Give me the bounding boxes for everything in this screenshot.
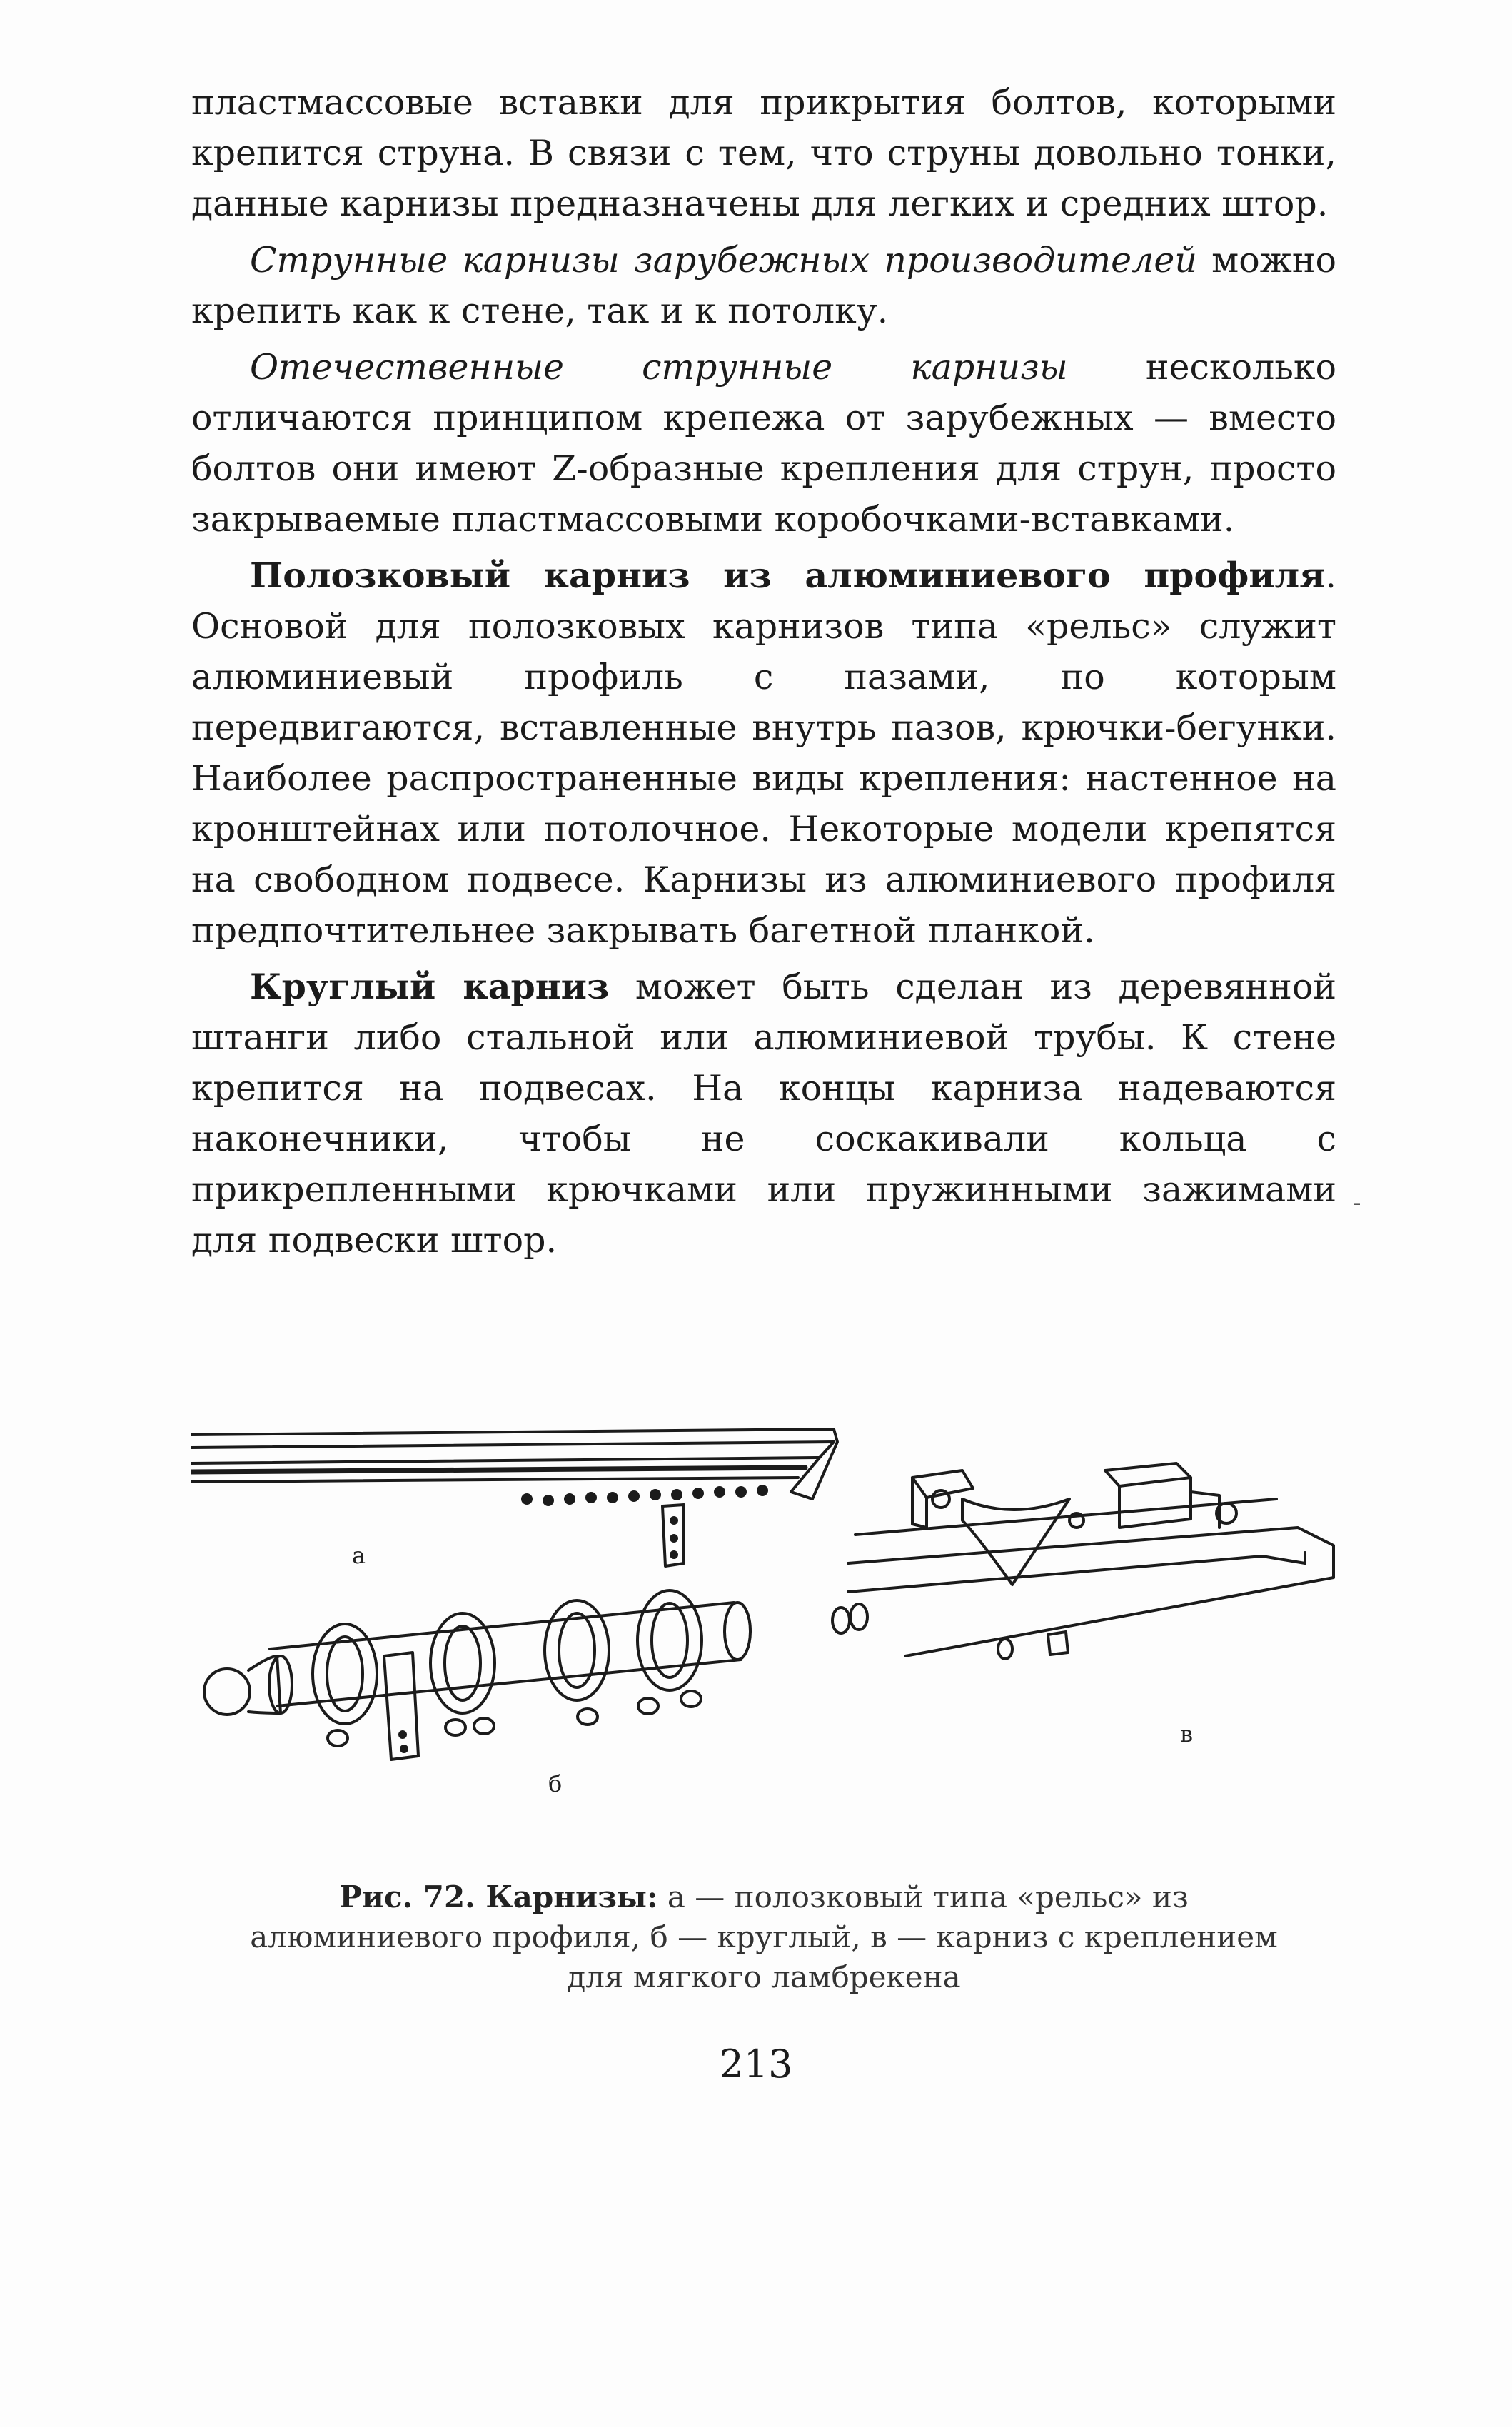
round-pole-drawing (204, 1590, 750, 1760)
paragraph-2-italic-term: Струнные карнизы зарубежных производителей (250, 240, 1197, 281)
paragraph-3-italic-term: Отечественные струнные карнизы (250, 347, 1068, 388)
body-text (191, 77, 1336, 1271)
figure-72-cornices (191, 1421, 1341, 1899)
caption-lead: Рис. 72. Карнизы: (339, 1879, 658, 1914)
paragraph-5 (191, 962, 1336, 1266)
paragraph-4 (191, 550, 1336, 956)
paragraph-1-text: пластмассовые вставки для прикрытия болтов, которыми крепится струна. В связи с тем, что струны довольно тонки, данные карнизы предназначены для легких и средних штор. (191, 82, 1336, 224)
paragraph-2-text: можно крепить как к стене, так и к потолку. (191, 240, 1336, 331)
rail-cornice-drawing (191, 1429, 837, 1566)
paragraph-5-text: может быть сделан из деревянной штанги либо стальной или алюминиевой трубы. К стене крепится на подвесах. На концы карниза надеваются наконечники, чтобы не соскакивали кольца с прикрепленными крючками или пружинными зажимами для подвески штор. (191, 967, 1336, 1261)
paragraph-1 (191, 77, 1336, 229)
paragraph-3 (191, 342, 1336, 545)
label-a: a (352, 1542, 366, 1569)
label-v: в (1180, 1720, 1194, 1747)
paragraph-2 (191, 235, 1336, 336)
paragraph-5-bold-term: Круглый карниз (250, 966, 610, 1007)
figure-caption (236, 1877, 1292, 1997)
stray-mark: - (1353, 1189, 1361, 1217)
cornice-illustration (191, 1421, 1341, 1899)
paragraph-3-text: несколько отличаются принципом крепежа от зарубежных — вместо болтов они имеют Z-образные крепления для струн, просто закрываемые пластмассовыми коробочками-вставками. (191, 347, 1336, 540)
label-b: б (548, 1770, 563, 1797)
lambrequin-cornice-drawing (832, 1463, 1334, 1659)
caption-text: а — полозковый типа «рельс» из алюминиевого профиля, б — круглый, в — карниз с креплением для мягкого ламбрекена (250, 1879, 1278, 1994)
paragraph-4-text: . Основой для полозковых карнизов типа «рельс» служит алюминиевый профиль с пазами, по которым передвигаются, вставленные внутрь пазов, крючки-бегунки. Наиболее распространенные виды крепления: настенное на кронштейнах или потолочное. Некоторые модели крепятся на свободном подвесе. Карнизы из алюминиевого профиля предпочтительнее закрывать багетной планкой. (191, 555, 1336, 951)
page-number: 213 (719, 2042, 793, 2087)
paragraph-4-bold-term: Полозковый карниз из алюминиевого профиля (250, 555, 1326, 596)
